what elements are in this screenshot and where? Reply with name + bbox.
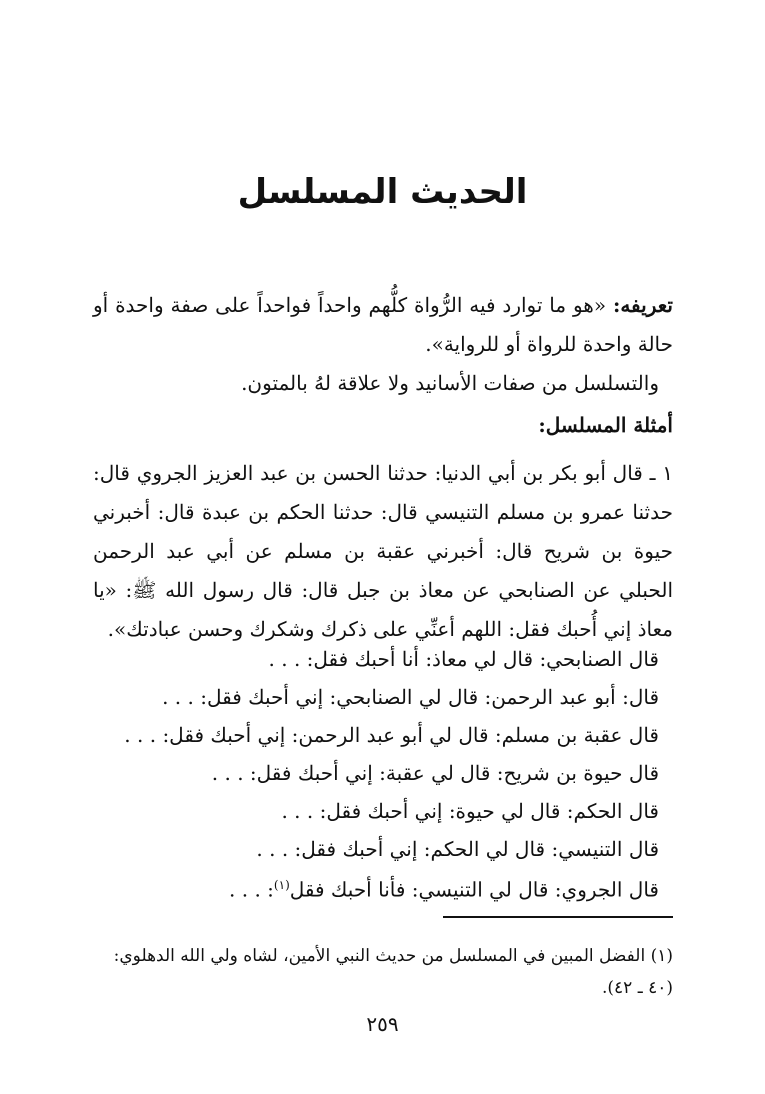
example-1-paragraph: ١ ـ قال أبو بكر بن أبي الدنيا: حدثنا الحسن بن عبد العزيز الجروي قال: حدثنا عمرو بن مسلم التنيسي قال: حدثنا الحكم بن عبدة قال: أخبرني حيوة بن شريح قال: أخبرني عقبة بن مسلم عن أبي عبد الرحمن الحبلي عن الصنابحي عن معاذ بن جبل قال: قال رسول الله ﷺ: «يا معاذ إني أُحبك فقل: اللهم أعنِّي على ذكرك وشكرك وحسن عبادتك».	[93, 461, 673, 641]
page-number: ٢٥٩	[366, 1012, 399, 1036]
chain-line: قال الصنابحي: قال لي معاذ: أنا أحبك فقل: . . .	[268, 647, 659, 671]
chain-line: قال التنيسي: قال لي الحكم: إني أحبك فقل: . . .	[256, 837, 659, 861]
examples-heading: أمثلة المسلسل:	[538, 413, 673, 437]
chapter-title: الحديث المسلسل	[237, 172, 528, 212]
note-paragraph: والتسلسل من صفات الأسانيد ولا علاقة لهُ بالمتون.	[241, 371, 659, 395]
last-line-text: قال الجروي: قال لي التنيسي: فأنا أحبك فقل	[289, 877, 659, 902]
chain-line: قال: أبو عبد الرحمن: قال لي الصنابحي: إني أحبك فقل: . . .	[162, 685, 659, 709]
definition-text: «هو ما توارد فيه الرُّواة كلُّهم واحداً فواحداً على صفة واحدة أو حالة واحدة للرواة أو للرواية».	[93, 293, 673, 356]
footnote-separator	[443, 916, 673, 918]
footnote-reference[interactable]: (١)	[273, 878, 290, 892]
chain-line-last	[79, 870, 659, 905]
footnote: (١) الفضل المبين في المسلسل من حديث النبي الأمين، لشاه ولي الله الدهلوي: (٤٠ ـ ٤٢).	[113, 946, 673, 998]
last-line-tail: : . . .	[229, 877, 274, 902]
definition-label: تعريفه:	[612, 293, 673, 317]
chain-line: قال عقبة بن مسلم: قال لي أبو عبد الرحمن: إني أحبك فقل: . . .	[124, 723, 659, 747]
chain-line: قال حيوة بن شريح: قال لي عقبة: إني أحبك فقل: . . .	[211, 761, 659, 785]
chain-line: قال الحكم: قال لي حيوة: إني أحبك فقل: . . .	[281, 799, 659, 823]
definition-paragraph	[93, 286, 673, 364]
